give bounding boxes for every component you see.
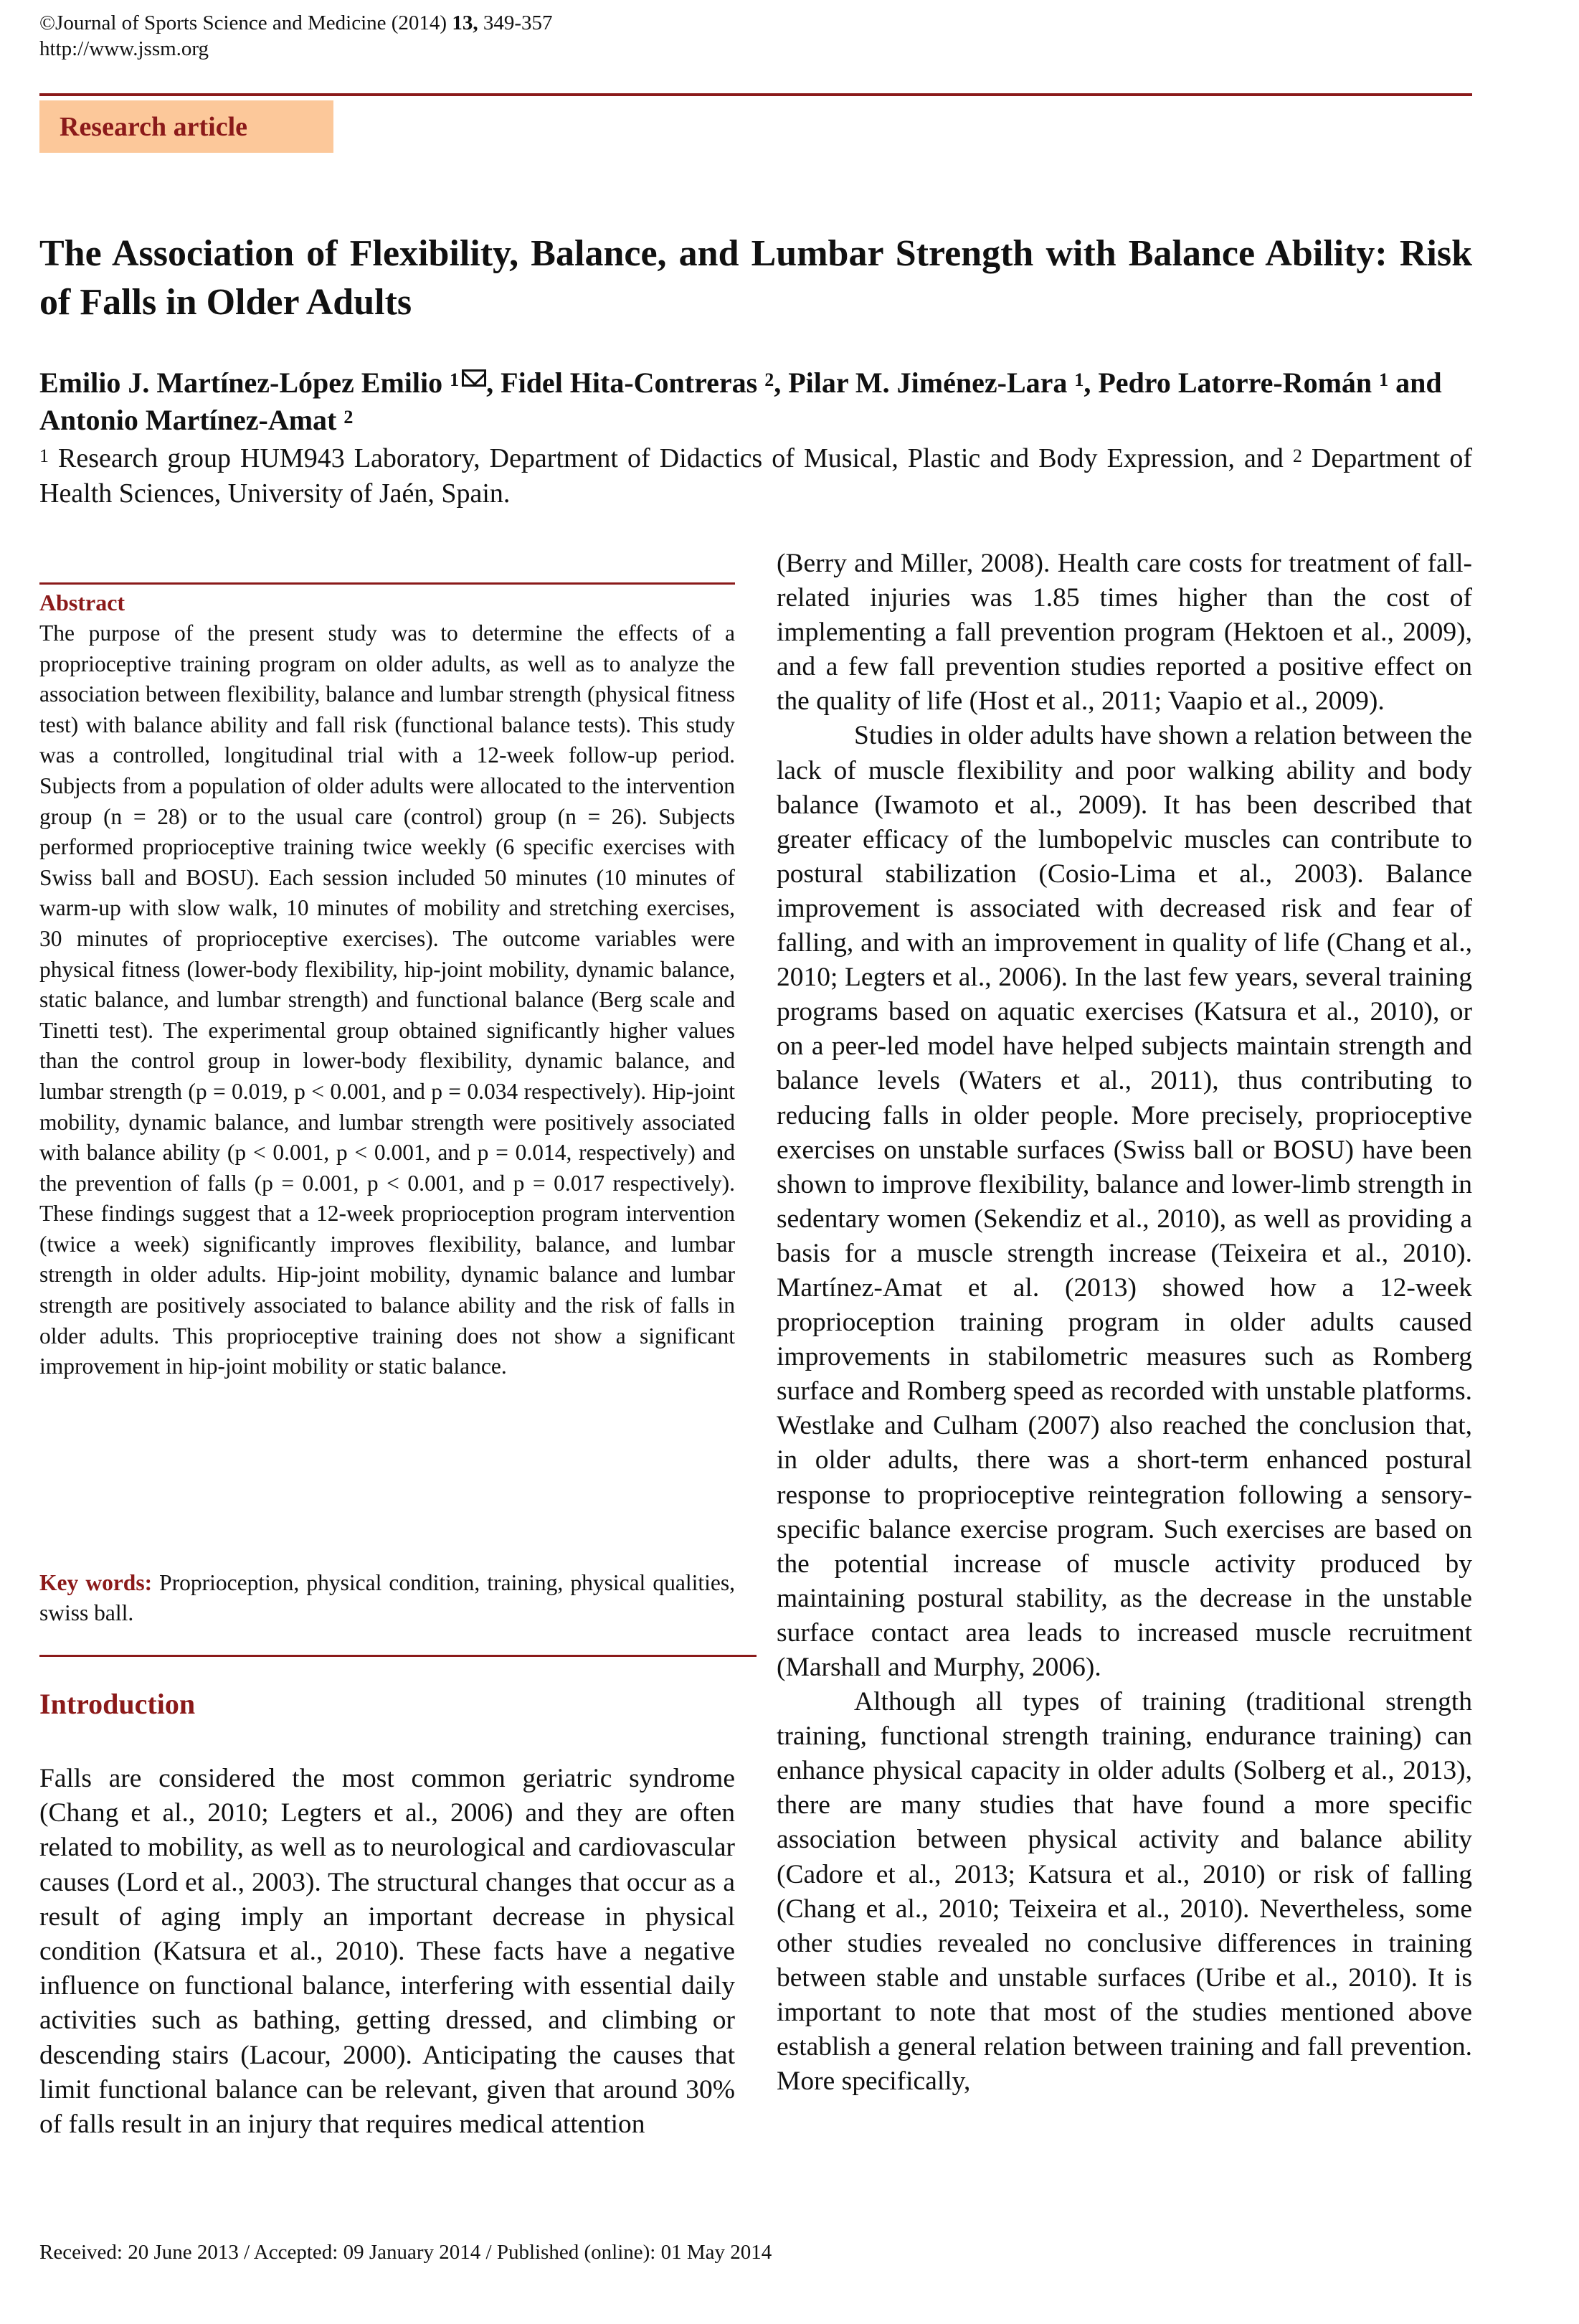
affiliations bbox=[39, 441, 1472, 511]
author-name: , Pilar M. Jiménez-Lara bbox=[774, 367, 1075, 399]
abstract-text: The purpose of the present study was to determine the effects of a proprioceptive training program on older adults, as well as to analyze the association between flexibility, balance and lumbar strength (physical fitness test) with balance ability and fall risk (functional balance tests). This study was a controlled, longitudinal trial with a 12-week follow-up period. Subjects from a population of older adults were allocated to the intervention group (n = 28) or to the usual care (control) group (n = 26). Subjects performed proprioceptive training twice weekly (6 specific exercises with Swiss ball and BOSU). Each session included 50 minutes (10 minutes of warm-up with slow walk, 10 minutes of mobility and stretching exercises, 30 minutes of proprioceptive exercises). The outcome variables were physical fitness (lower-body flexibility, hip-joint mobility, dynamic balance, static balance, and lumbar strength) and functional balance (Berg scale and Tinetti test). The experimental group obtained significantly higher values than the control group in lower-body flexibility, dynamic balance, and lumbar strength (p = 0.019, p < 0.001, and p = 0.034 respectively). Hip-joint mobility, dynamic balance, and lumbar strength were positively associated with balance ability (p < 0.001, p < 0.001, and p = 0.014, respectively) and the prevention of falls (p = 0.001, p < 0.001, and p = 0.017 respectively). These findings suggest that a 12-week proprioception program intervention (twice a week) significantly improves flexibility, balance, and lumbar strength in older adults. Hip-joint mobility, dynamic balance and lumbar strength are positively associated to balance ability and the risk of falls in older adults. This proprioceptive training does not show a significant improvement in hip-joint mobility or static balance. bbox=[39, 620, 735, 1379]
publication-dates: Received: 20 June 2013 / Accepted: 09 January 2014 / Published (online): 01 May 2014 bbox=[39, 2241, 772, 2264]
abstract-heading: Abstract bbox=[39, 590, 125, 615]
author-list bbox=[39, 364, 1472, 439]
author-affil-sup: 2 bbox=[764, 369, 774, 390]
article-title: The Association of Flexibility, Balance, and Lumbar Strength with Balance Ability: Risk of Falls in Older Adults bbox=[39, 233, 1472, 323]
introduction-text: Falls are considered the most common geriatric syndrome (Chang et al., 2010; Legters et al., 2006) and they are often related to mobility, as well as to neurological and cardiovascular causes (Lord et al., 2003). The structural changes that occur as a result of aging imply an important decrease in physical condition (Katsura et al., 2010). These facts have a negative influence on functional balance, interfering with essential daily activities such as bathing, getting dressed, and climbing or descending stairs (Lacour, 2000). Anticipating the causes that limit functional balance can be relevant, given that around 30% of falls result in an injury that requires medical attention bbox=[39, 1764, 735, 2140]
keywords-label: Key words: bbox=[39, 1570, 153, 1595]
affil-text: Department of Health Sciences, University of Jaén, Spain. bbox=[39, 443, 1472, 509]
journal-volume: 13, bbox=[452, 11, 478, 34]
journal-citation bbox=[39, 10, 553, 62]
author-name: and Antonio Martínez-Amat bbox=[39, 367, 1442, 436]
journal-pages: 349-357 bbox=[478, 11, 553, 34]
article-type-label: Research article bbox=[60, 112, 248, 142]
keywords-rule bbox=[39, 1655, 757, 1657]
introduction-heading: Introduction bbox=[39, 1688, 196, 1720]
author-affil-sup: 1 bbox=[450, 369, 460, 390]
affil-sup: 1 bbox=[39, 445, 49, 466]
keywords bbox=[39, 1568, 735, 1628]
author-name: Emilio J. Martínez-López Emilio bbox=[39, 367, 450, 399]
author-affil-sup: 2 bbox=[343, 407, 354, 428]
author-name: , Fidel Hita-Contreras bbox=[486, 367, 765, 399]
author-affil-sup: 1 bbox=[1379, 369, 1389, 390]
header-rule bbox=[39, 93, 1472, 96]
email-icon[interactable] bbox=[462, 369, 486, 387]
paragraph: (Berry and Miller, 2008). Health care costs for treatment of fall-related injuries was 1.85 times higher than the cost of implementing a fall prevention program (Hektoen et al., 2009), and a few fall prevention studies reported a positive effect on the quality of life (Host et al., 2011; Vaapio et al., 2009). bbox=[777, 549, 1472, 717]
article-type-badge bbox=[39, 100, 333, 153]
author-name: , Pedro Latorre-Román bbox=[1084, 367, 1380, 399]
journal-name: ©Journal of Sports Science and Medicine (2014) bbox=[39, 11, 452, 34]
paragraph: Studies in older adults have shown a relation between the lack of muscle flexibility and poor walking ability and body balance (Iwamoto et al., 2009). It has been described that greater efficacy of the lumbopelvic muscles can contribute to postural stabilization (Cosio-Lima et al., 2003). Balance improvement is associated with decreased risk and fear of falling, and with an improvement in quality of life (Chang et al., 2010; Legters et al., 2006). In the last few years, several training programs based on aquatic exercises (Katsura et al., 2010), or on a peer-led model have helped subjects maintain strength and balance levels (Waters et al., 2011), thus contributing to reducing falls in older people. More precisely, proprioceptive exercises on unstable surfaces (Swiss ball or BOSU) have been shown to improve flexibility, balance and lower-limb strength in sedentary women (Sekendiz et al., 2010), as well as providing a basis for a muscle strength increase (Teixeira et al., 2010). Martínez-Amat et al. (2013) showed how a 12-week proprioception training program in older adults caused improvements in stabilometric measures such as Romberg surface and Romberg speed as recorded with unstable platforms. Westlake and Culham (2007) also reached the conclusion that, in older adults, there was a short-term enhanced postural response to proprioceptive reintegration following a sensory-specific balance exercise program. Such exercises are based on the potential increase of muscle activity produced by maintaining postural stability, as the decrease in the unstable surface contact area leads to increased muscle recruitment (Marshall and Murphy, 2006). bbox=[777, 721, 1472, 1682]
journal-url[interactable]: http://www.jssm.org bbox=[39, 37, 209, 60]
affil-text: Research group HUM943 Laboratory, Department of Didactics of Musical, Plastic and Body Expression, and bbox=[49, 443, 1293, 473]
author-affil-sup: 1 bbox=[1074, 369, 1084, 390]
right-column bbox=[777, 547, 1472, 2099]
keywords-text: Proprioception, physical condition, training, physical qualities, swiss ball. bbox=[39, 1570, 735, 1625]
paragraph: Although all types of training (traditional strength training, functional strength training, endurance training) can enhance physical capacity in older adults (Solberg et al., 2013), there are many studies that have found a more specific association between physical activity and balance ability (Cadore et al., 2013; Katsura et al., 2010) or risk of falling (Chang et al., 2010; Teixeira et al., 2010). Nevertheless, some other studies revealed no conclusive differences in training between stable and unstable surfaces (Uribe et al., 2010). It is important to note that most of the studies mentioned above establish a general relation between training and fall prevention. More specifically, bbox=[777, 1687, 1472, 2097]
affil-sup: 2 bbox=[1292, 445, 1302, 466]
abstract-rule bbox=[39, 582, 735, 585]
